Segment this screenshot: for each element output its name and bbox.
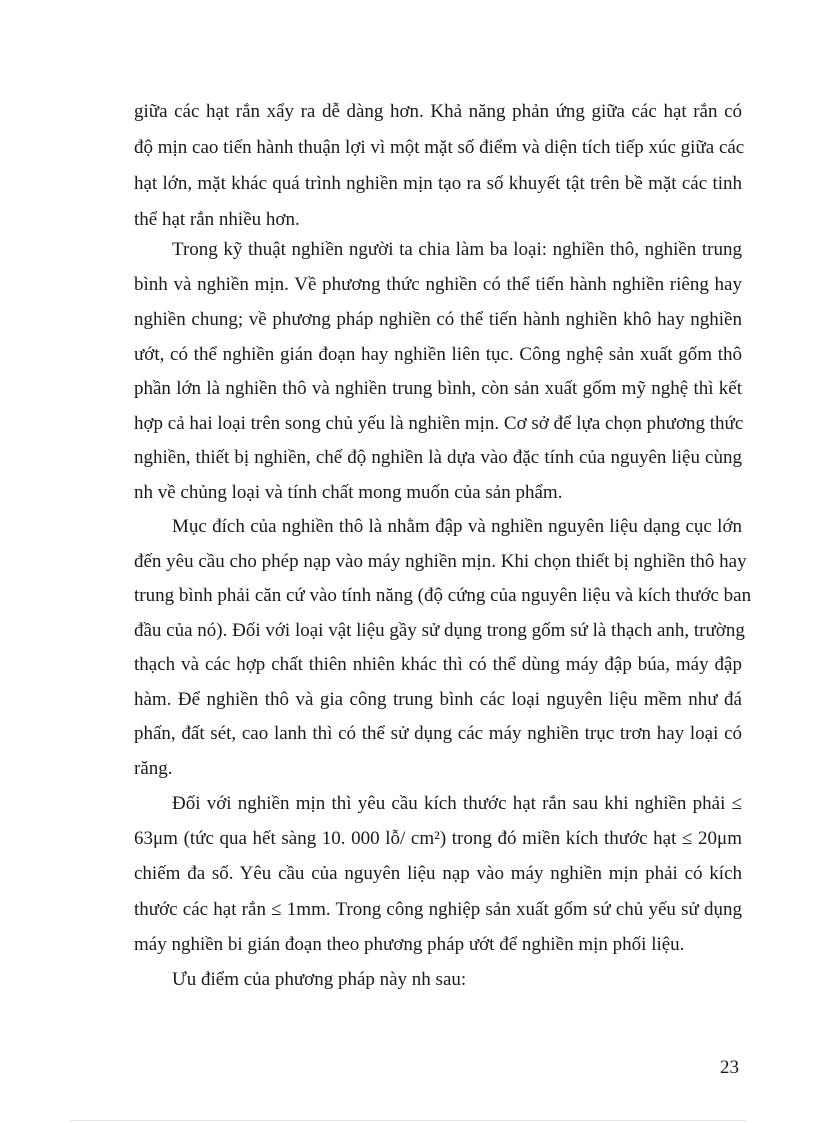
text-line: Đối với nghiền mịn thì yêu cầu kích thước hạt rắn sau khi nghiền phải ≤ [172, 793, 742, 814]
text-line: hợp cả hai loại trên song chủ yếu là nghiền mịn. Cơ sở để lựa chọn phương thức [134, 413, 744, 434]
text-line: 63μm (tức qua hết sàng 10. 000 lỗ/ cm²) trong đó miền kích thước hạt ≤ 20μm [134, 828, 742, 849]
text-line: Trong kỹ thuật nghiền người ta chia làm ba loại: nghiền thô, nghiền trung [172, 239, 742, 260]
text-line: Ưu điểm của phương pháp này nh sau: [172, 969, 467, 990]
text-line: phần lớn là nghiền thô và nghiền trung bình, còn sản xuất gốm mỹ nghệ thì kết [134, 378, 742, 399]
text-line: hàm. Để nghiền thô và gia công trung bình các loại nguyên liệu mềm như đá [134, 689, 742, 710]
text-line: nghiền, thiết bị nghiền, chế độ nghiền là dựa vào đặc tính của nguyên liệu cùng [134, 447, 742, 468]
text-line: thạch và các hợp chất thiên nhiên khác thì có thể dùng máy đập búa, máy đập [134, 654, 742, 675]
text-line: phấn, đất sét, cao lanh thì có thể sử dụng các máy nghiền trục trơn hay loại có [134, 723, 742, 744]
text-line: thước các hạt rắn ≤ 1mm. Trong công nghiệp sản xuất gốm sứ chủ yếu sử dụng [134, 899, 742, 920]
text-line: độ mịn cao tiến hành thuận lợi vì một mặt số điểm và diện tích tiếp xúc giữa các [134, 137, 745, 158]
text-line: giữa các hạt rắn xẩy ra dễ dàng hơn. Khả năng phản ứng giữa các hạt rắn có [134, 101, 742, 122]
text-line: bình và nghiền mịn. Về phương thức nghiền có thể tiến hành nghiền riêng hay [134, 274, 742, 295]
text-line: chiếm đa số. Yêu cầu của nguyên liệu nạp vào máy nghiền mịn phải có kích [134, 863, 742, 884]
page-number: 23 [720, 1057, 739, 1078]
text-line: răng. [134, 758, 173, 779]
text-line: Mục đích của nghiền thô là nhằm đập và nghiền nguyên liệu dạng cục lớn [172, 516, 742, 537]
text-line: thể hạt rắn nhiều hơn. [134, 209, 300, 230]
bottom-divider [70, 1120, 746, 1121]
text-line: máy nghiền bi gián đoạn theo phương pháp ướt để nghiền mịn phối liệu. [134, 934, 685, 955]
text-line: trung bình phải căn cứ vào tính năng (độ cứng của nguyên liệu và kích thước ban [134, 585, 752, 606]
text-line: hạt lớn, mặt khác quá trình nghiền mịn tạo ra số khuyết tật trên bề mặt các tinh [134, 173, 742, 194]
text-line: nghiền chung; về phương pháp nghiền có thể tiến hành nghiền khô hay nghiền [134, 309, 742, 330]
text-line: đến yêu cầu cho phép nạp vào máy nghiền mịn. Khi chọn thiết bị nghiền thô hay [134, 551, 747, 572]
text-line: đầu của nó). Đối với loại vật liệu gầy sử dụng trong gốm sứ là thạch anh, trường [134, 620, 745, 641]
text-line: ướt, có thể nghiền gián đoạn hay nghiền liên tục. Công nghệ sản xuất gốm thô [134, 344, 742, 365]
text-line: nh về chủng loại và tính chất mong muốn của sản phẩm. [134, 482, 563, 503]
